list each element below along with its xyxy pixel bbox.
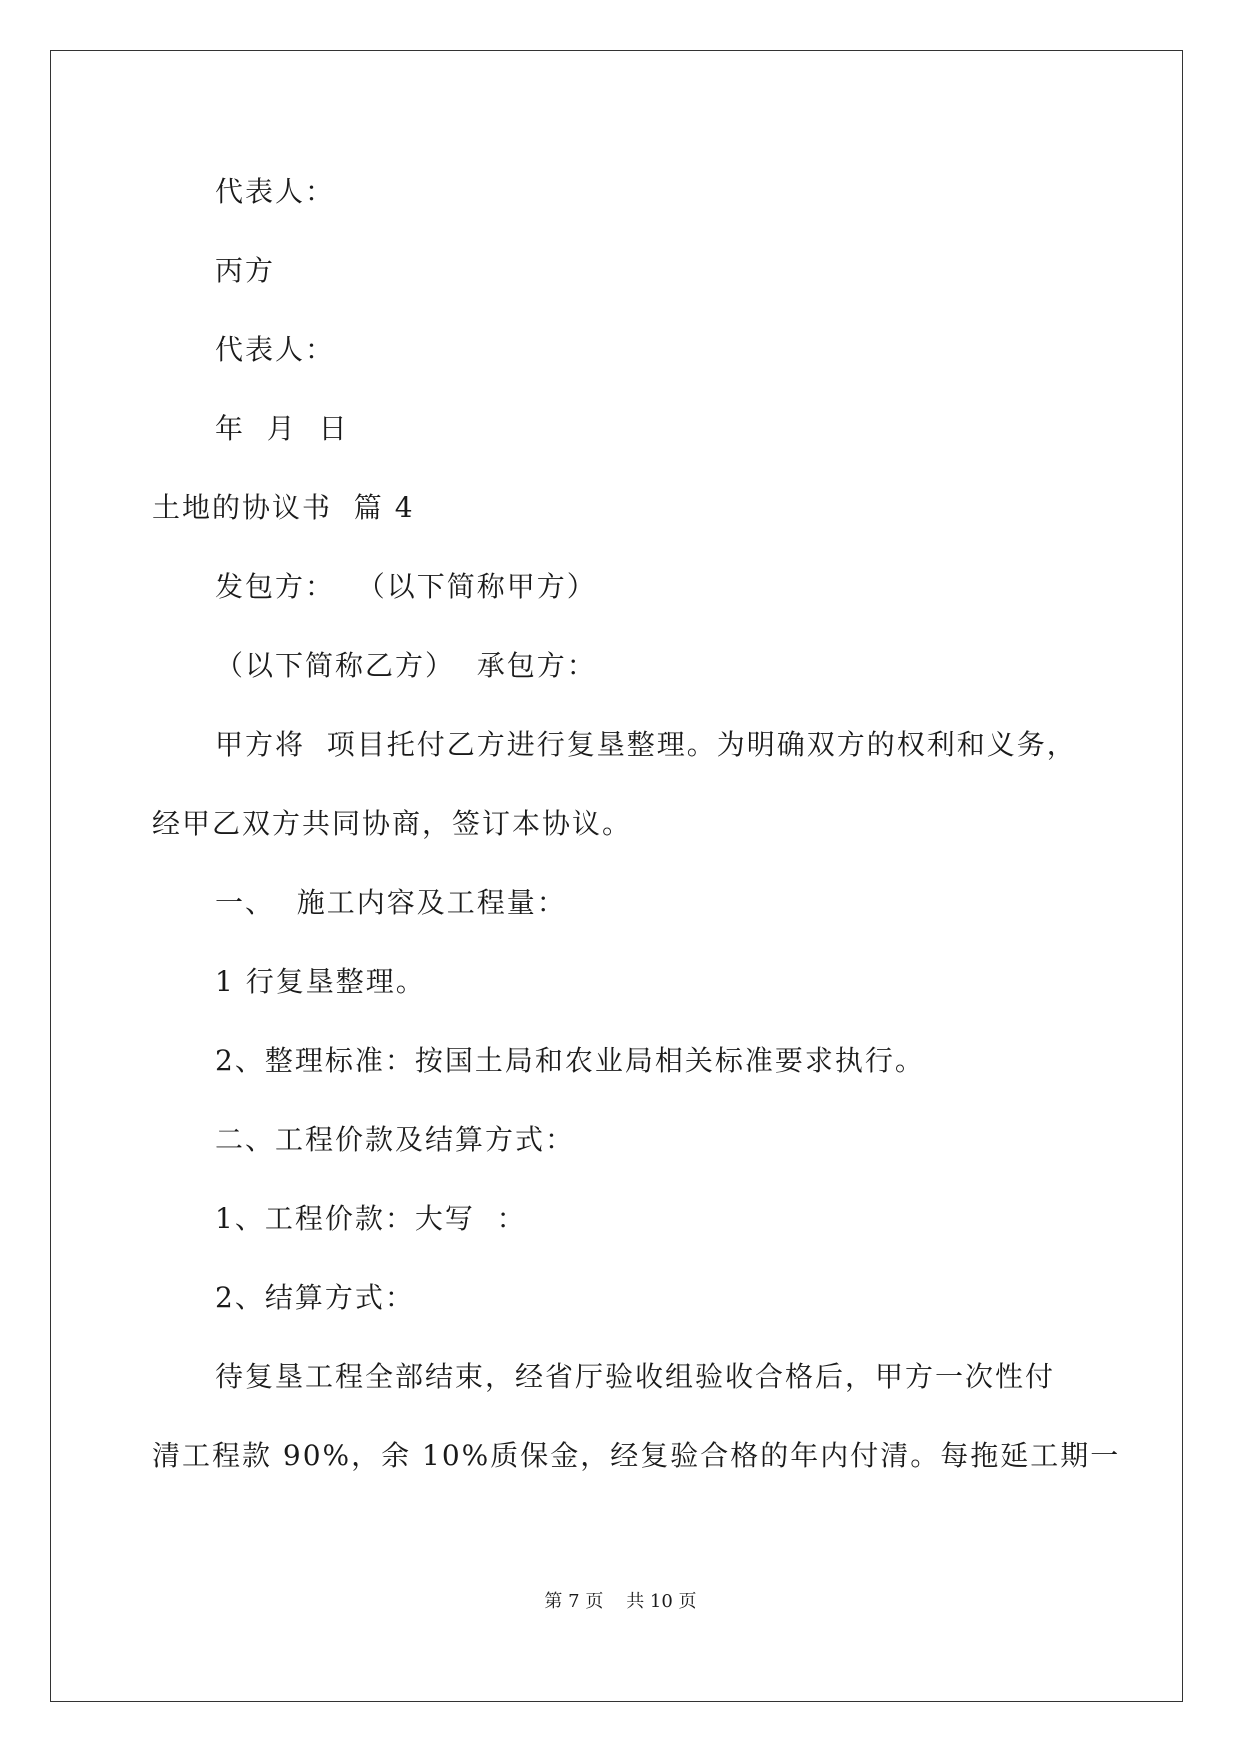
text-line: 待复垦工程全部结束，经省厅验收组验收合格后，甲方一次性付 <box>215 1360 1056 1393</box>
text-line: 代表人： <box>215 333 336 366</box>
text-line: （以下简称乙方） 承包方： <box>215 649 597 682</box>
text-line: 清工程款 90%，余 10%质保金，经复验合格的年内付清。每拖延工期一 <box>152 1439 1121 1472</box>
page-number: 第 7 页 共 10 页 <box>544 1591 697 1612</box>
text-line: 发包方： （以下简称甲方） <box>215 570 597 603</box>
text-line: 一、 施工内容及工程量： <box>215 886 567 919</box>
text-line: 二、工程价款及结算方式： <box>215 1123 576 1156</box>
text-line: 2、结算方式： <box>215 1281 415 1314</box>
text-line: 甲方将 项目托付乙方进行复垦整理。为明确双方的权利和义务， <box>215 728 1077 761</box>
text-line: 代表人： <box>215 175 336 208</box>
text-line: 经甲乙双方共同协商，签订本协议。 <box>152 807 633 840</box>
text-line: 年 月 日 <box>215 412 349 445</box>
section-heading: 土地的协议书 篇 4 <box>152 491 415 524</box>
text-line: 1 行复垦整理。 <box>215 965 426 998</box>
text-line: 1、工程价款：大写 ： <box>215 1202 527 1235</box>
text-line: 2、整理标准：按国土局和农业局相关标准要求执行。 <box>215 1044 925 1077</box>
text-line: 丙方 <box>215 254 276 287</box>
